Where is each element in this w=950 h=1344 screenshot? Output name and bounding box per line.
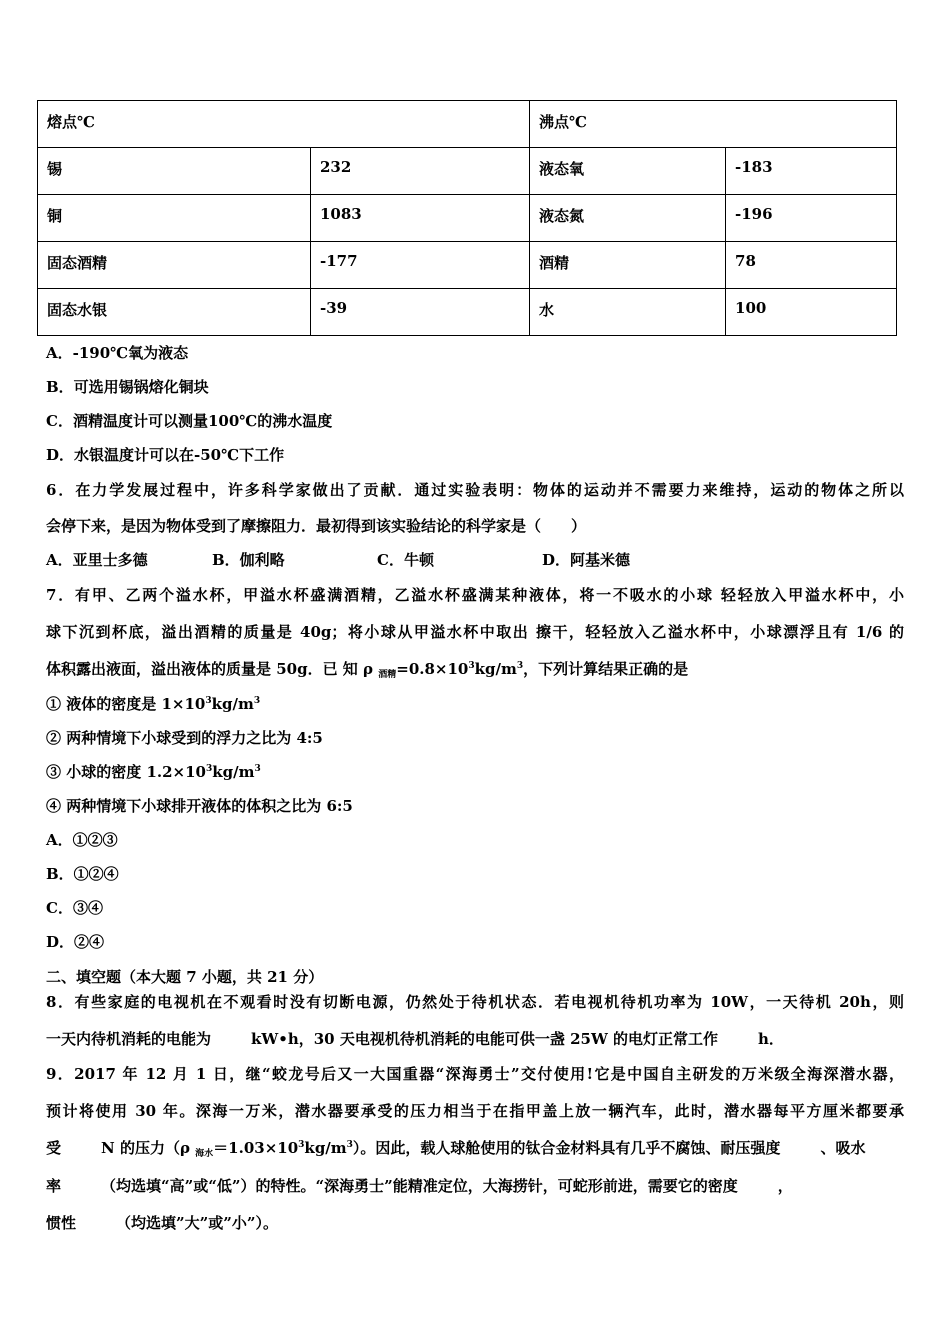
q6-option-a: A．亚里士多德 [46, 551, 148, 569]
table-cell: 232 [311, 148, 530, 195]
table-cell: 锡 [38, 148, 311, 195]
melting-point-header: 熔点℃ [38, 101, 530, 148]
q5-option-d: D．水银温度计可以在-50℃下工作 [46, 446, 285, 464]
q7-statement-3: ③ 小球的密度 $1.2\times 10^3kg/m^3$ [46, 763, 261, 781]
q6-option-b: B．伽利略 [212, 551, 285, 569]
q9-stem-line3: 受 N 的压力（ρ $_{海水}=1.03\times 10^3kg/m^3$）。因此，载人球舱使用的钛合金材料具有几乎不腐蚀、耐压强度 、吸水 [46, 1139, 866, 1159]
table-cell: -39 [311, 289, 530, 336]
table-cell: 固态酒精 [38, 242, 311, 289]
table-cell: 液态氧 [530, 148, 726, 195]
q9-stem-line4: 率 （均选填“高”或“低”）的特性。“深海勇士”能精准定位，大海捞针，可蛇形前进，需要它的密度 ， [46, 1177, 793, 1195]
q6-option-d: D．阿基米德 [542, 551, 631, 569]
melting-boiling-point-table [37, 100, 897, 336]
q6-option-c: C．牛顿 [377, 551, 434, 569]
q7-option-c: C．③④ [46, 899, 103, 917]
q7-stem-line2: 球下沉到杯底，溢出酒精的质量是 40g；将小球从甲溢水杯中取出 擦干，轻轻放入乙溢水杯中，小球漂浮且有 1/6 的 [46, 623, 904, 641]
q8-stem-line1: 8．有些家庭的电视机在不观看时没有切断电源，仍然处于待机状态．若电视机待机功率为 10W，一天待机 20h，则 [46, 993, 904, 1011]
q6-stem-line1: 6．在力学发展过程中，许多科学家做出了贡献．通过实验表明：物体的运动并不需要力来维持，运动的物体之所以 [46, 481, 904, 499]
q7-option-a: A．①②③ [46, 831, 118, 849]
table-row [38, 242, 897, 289]
table-cell: -196 [726, 195, 897, 242]
q9-stem-line5: 惯性 （均选填”大”或”小”）。 [46, 1214, 279, 1232]
q7-statement-1: ① 液体的密度是 $1\times 10^3kg/m^3$ [46, 695, 261, 713]
q6-stem-line2: 会停下来，是因为物体受到了摩擦阻力．最初得到该实验结论的科学家是（ ） [46, 517, 587, 535]
table-cell: 水 [530, 289, 726, 336]
q5-option-c: C．酒精温度计可以测量100℃的沸水温度 [46, 412, 333, 430]
q7-stem-line3: 体积露出液面，溢出液体的质量是 50g．已 知 ρ $_{酒精}=0.8\times 10^3kg/m^3$，下列计算结果正确的是 [46, 660, 689, 680]
table-row [38, 289, 897, 336]
table-header-row [38, 101, 897, 148]
table-row [38, 195, 897, 242]
table-cell: -177 [311, 242, 530, 289]
table-cell: 1083 [311, 195, 530, 242]
table-cell: 78 [726, 242, 897, 289]
table-cell: -183 [726, 148, 897, 195]
section-heading: 二、填空题（本大题 7 小题，共 21 分） [46, 968, 324, 986]
q8-stem-line2: 一天内待机消耗的电能为 kW•h，30 天电视机待机消耗的电能可供一盏 25W 的电灯正常工作 h． [46, 1030, 784, 1048]
table-cell: 100 [726, 289, 897, 336]
q7-statement-2: ② 两种情境下小球受到的浮力之比为 4:5 [46, 729, 323, 747]
q7-stem-line1: 7．有甲、乙两个溢水杯，甲溢水杯盛满酒精，乙溢水杯盛满某种液体，将一不吸水的小球 轻轻放入甲溢水杯中，小 [46, 586, 904, 604]
q9-stem-line2: 预计将使用 30 年。深海一万米，潜水器要承受的压力相当于在指甲盖上放一辆汽车，此时，潜水器每平方厘米都要承 [46, 1102, 904, 1120]
boiling-point-header: 沸点℃ [530, 101, 897, 148]
table-cell: 固态水银 [38, 289, 311, 336]
q5-option-b: B．可选用锡锅熔化铜块 [46, 378, 209, 396]
q7-option-b: B．①②④ [46, 865, 119, 883]
q5-option-a: A．-190℃氧为液态 [46, 344, 189, 362]
table-cell: 液态氮 [530, 195, 726, 242]
q9-stem-line1: 9．2017 年 12 月 1 日，继“蛟龙号后又一大国重器“深海勇士”交付使用!它是中国自主研发的万米级全海深潜水器， [46, 1065, 904, 1083]
q7-option-d: D．②④ [46, 933, 105, 951]
table-row [38, 148, 897, 195]
table-cell: 酒精 [530, 242, 726, 289]
q7-statement-4: ④ 两种情境下小球排开液体的体积之比为 6:5 [46, 797, 353, 815]
table-cell: 铜 [38, 195, 311, 242]
